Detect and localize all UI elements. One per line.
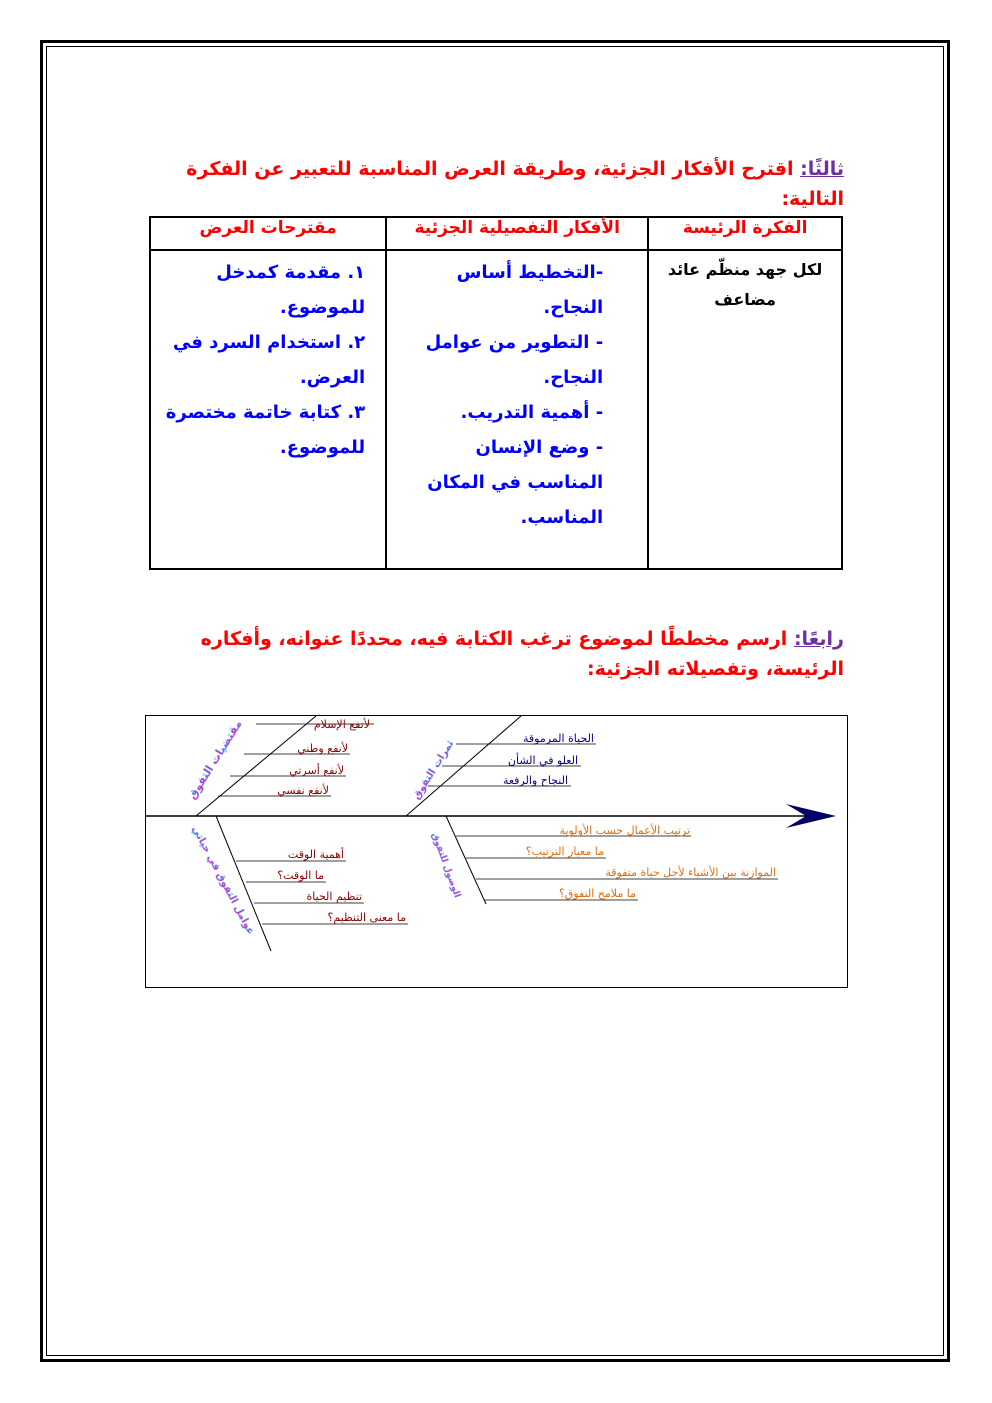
branch-2-item: النجاح والرفعة [502,774,568,787]
section-3-text: اقترح الأفكار الجزئية، وطريقة العرض المناسبة للتعبير عن الفكرة التالية: [186,158,844,210]
branch-4-item: ما ملامح التفوق؟ [558,887,636,900]
suggestion-item: ١. مقدمة كمدخل للموضوع. [216,262,366,318]
ideas-table [149,216,843,570]
branch-2-item: العلو في الشأن [507,754,578,767]
header-main-idea: الفكرة الرئيسة [648,217,842,250]
suggestions-cell [150,250,386,569]
branch-1-item: لأنفع وطني [297,742,348,755]
fishbone-svg [146,716,849,989]
header-details: الأفكار التفصيلية الجزئية [386,217,648,250]
branch-3-item: أهمية الوقت [287,848,344,861]
branch-4-item: ما معيار الترتيب؟ [525,845,604,858]
detail-item: - أهمية التدريب. [460,402,604,423]
branch-2-label: ثمرات التفوق [411,738,457,802]
details-cell [386,250,648,569]
section-4-text: ارسم مخططًا لموضوع ترغب الكتابة فيه، محددًا عنوانه، وأفكاره الرئيسة، وتفصيلاته الجزئية: [200,628,844,680]
section-4-lead: رابعًا: [793,628,844,650]
detail-item: - وضع الإنسان المناسب في المكان المناسب. [427,437,604,528]
section-3-heading [144,154,844,214]
branch-4-item: الموازنة بين الأشياء لأجل حياة متفوقة [605,866,776,879]
branch-1-item: لأنفع أسرتي [289,764,344,777]
branch-1-item: لأنفع نفسي [277,784,329,797]
branch-4-label: الوصول للتفوق [429,831,462,900]
branch-2-item: الحياة المرموقة [522,732,594,745]
suggestion-item: ٢. استخدام السرد في العرض. [172,332,366,388]
main-idea-cell: لكل جهد منظّم عائد مضاعف [648,250,842,569]
section-4-heading [144,624,844,684]
branch-3-label: عوامل التفوق في حياتي [189,824,257,937]
fishbone-diagram [145,715,848,988]
branch-4-item: ترتيب الأعمال حسب الأولوية [559,824,690,837]
branch-1-item: لأنفع الإسلام [313,718,370,731]
branch-3-item: ما معنى التنظيم؟ [327,911,406,924]
section-3-lead: ثالثًا: [800,158,844,180]
branch-3-item: تنظيم الحياة [306,890,362,903]
branch-3-item: ما الوقت؟ [277,869,324,882]
branch-1-label: مقتضيات التفوق [185,717,245,802]
detail-item: - التطوير من عوامل النجاح. [425,332,604,388]
suggestion-item: ٣. كتابة خاتمة مختصرة للموضوع. [165,402,366,458]
header-suggestions: مقترحات العرض [150,217,386,250]
detail-item: -التخطيط أساس النجاح. [456,262,604,318]
